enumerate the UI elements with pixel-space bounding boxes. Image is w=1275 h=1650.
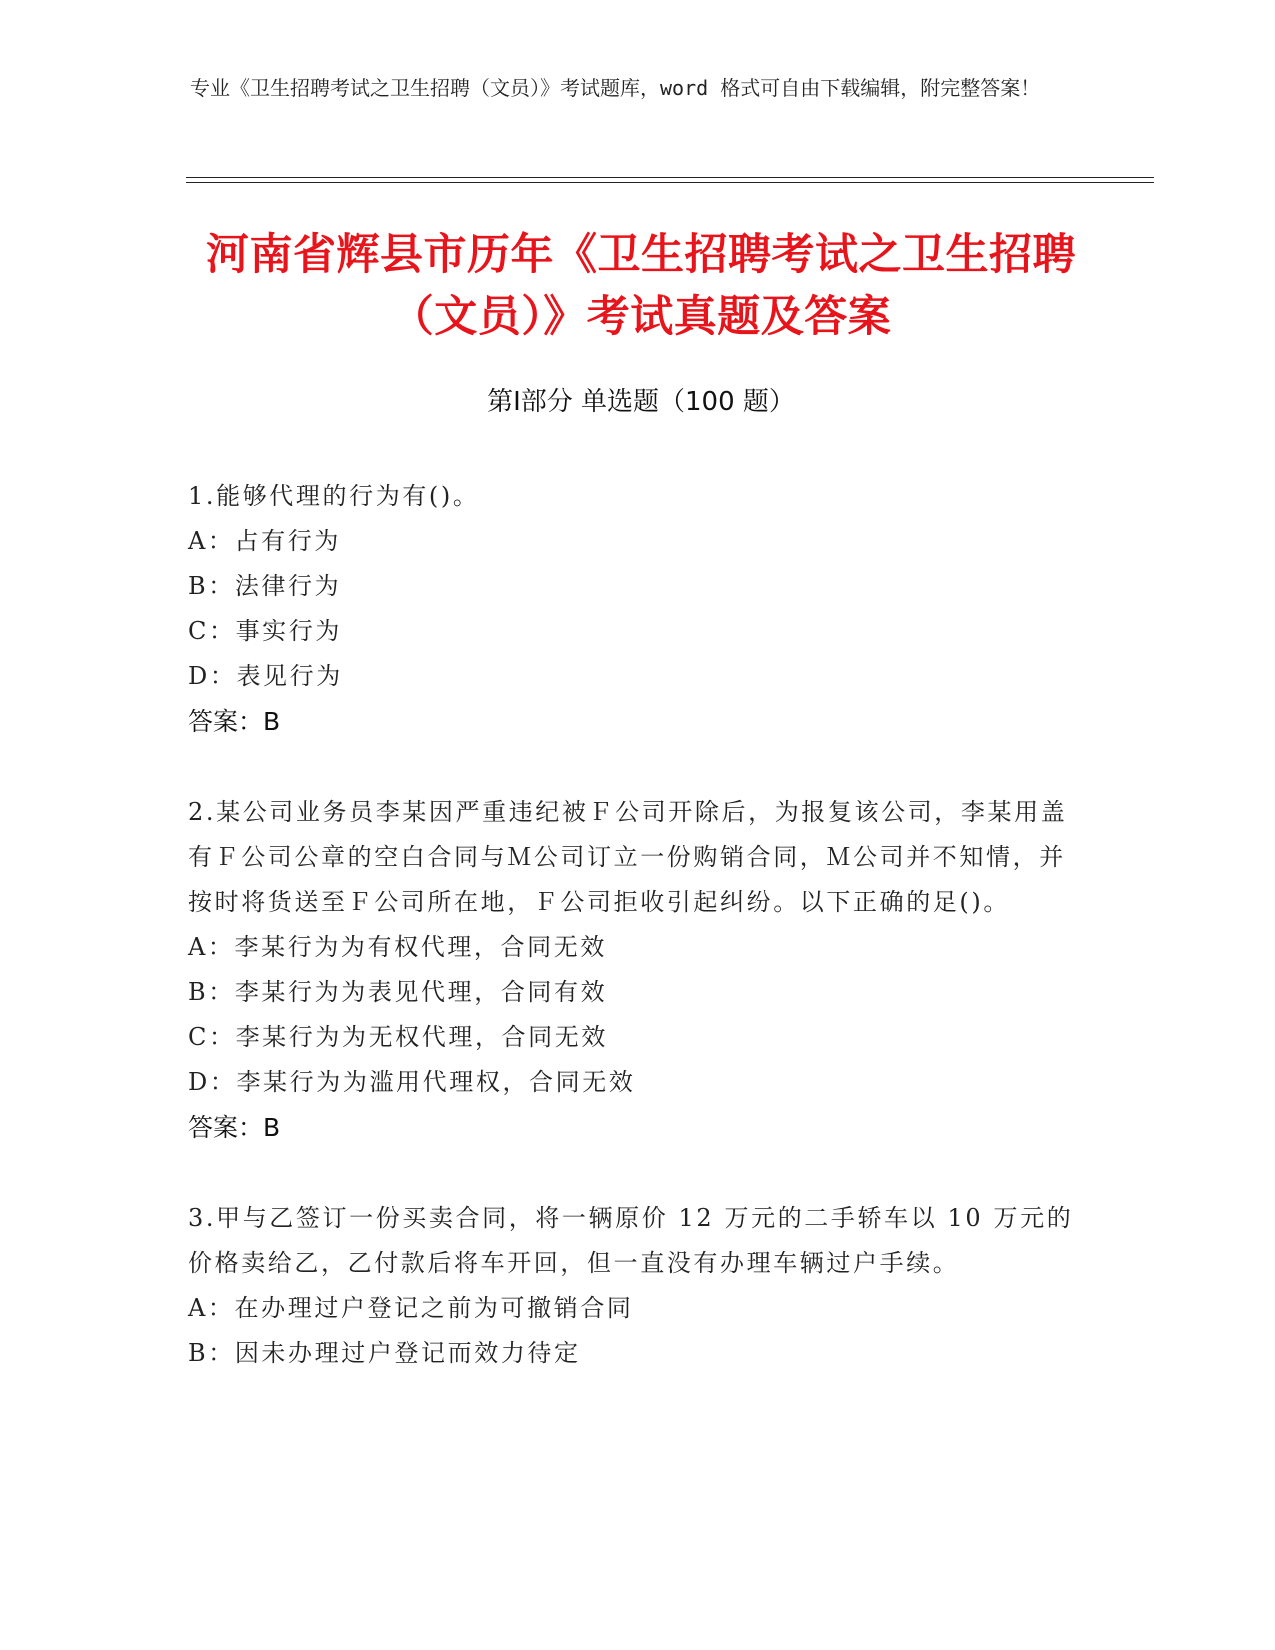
question-3 xyxy=(188,1196,1088,1376)
question-stem: 2.某公司业务员李某因严重违纪被Ｆ公司开除后，为报复该公司，李某用盖有Ｆ公司公章的空白合同与Ｍ公司订立一份购销合同，Ｍ公司并不知情，并按时将货送至Ｆ公司所在地，Ｆ公司拒收引起纠纷。以下正确的足()。 xyxy=(188,798,1068,916)
document-title: 河南省辉县市历年《卫生招聘考试之卫生招聘（文员）》考试真题及答案 xyxy=(206,230,1076,342)
option-b: B：李某行为为表见代理，合同有效 xyxy=(188,978,608,1006)
option-c: C：李某行为为无权代理，合同无效 xyxy=(188,1023,608,1051)
option-a: A：在办理过户登记之前为可撤销合同 xyxy=(188,1294,634,1322)
option-d: D：李某行为为滥用代理权，合同无效 xyxy=(188,1068,636,1096)
question-stem: 1.能够代理的行为有()。 xyxy=(188,482,480,510)
header-rule-top xyxy=(186,177,1154,178)
question-1 xyxy=(188,474,1088,744)
question-stem: 3.甲与乙签订一份买卖合同，将一辆原价 12 万元的二手轿车以 10 万元的价格卖给乙，乙付款后将车开回，但一直没有办理车辆过户手续。 xyxy=(188,1204,1074,1277)
option-c: C：事实行为 xyxy=(188,617,342,645)
question-2 xyxy=(188,790,1088,1150)
question-list xyxy=(188,474,1088,1422)
option-a: A：占有行为 xyxy=(188,527,341,555)
option-b: B：因未办理过户登记而效力待定 xyxy=(188,1339,581,1367)
option-b: B：法律行为 xyxy=(188,572,342,600)
option-d: D：表见行为 xyxy=(188,662,343,690)
answer-label: 答案：B xyxy=(188,1113,281,1142)
answer-label: 答案：B xyxy=(188,707,281,736)
header-rule-bottom xyxy=(186,182,1154,183)
header-note: 专业《卫生招聘考试之卫生招聘（文员）》考试题库，word 格式可自由下载编辑，附完整答案！ xyxy=(190,76,1041,100)
option-a: A：李某行为为有权代理，合同无效 xyxy=(188,933,607,961)
section-heading: 第Ⅰ部分 单选题（100 题） xyxy=(487,387,795,417)
